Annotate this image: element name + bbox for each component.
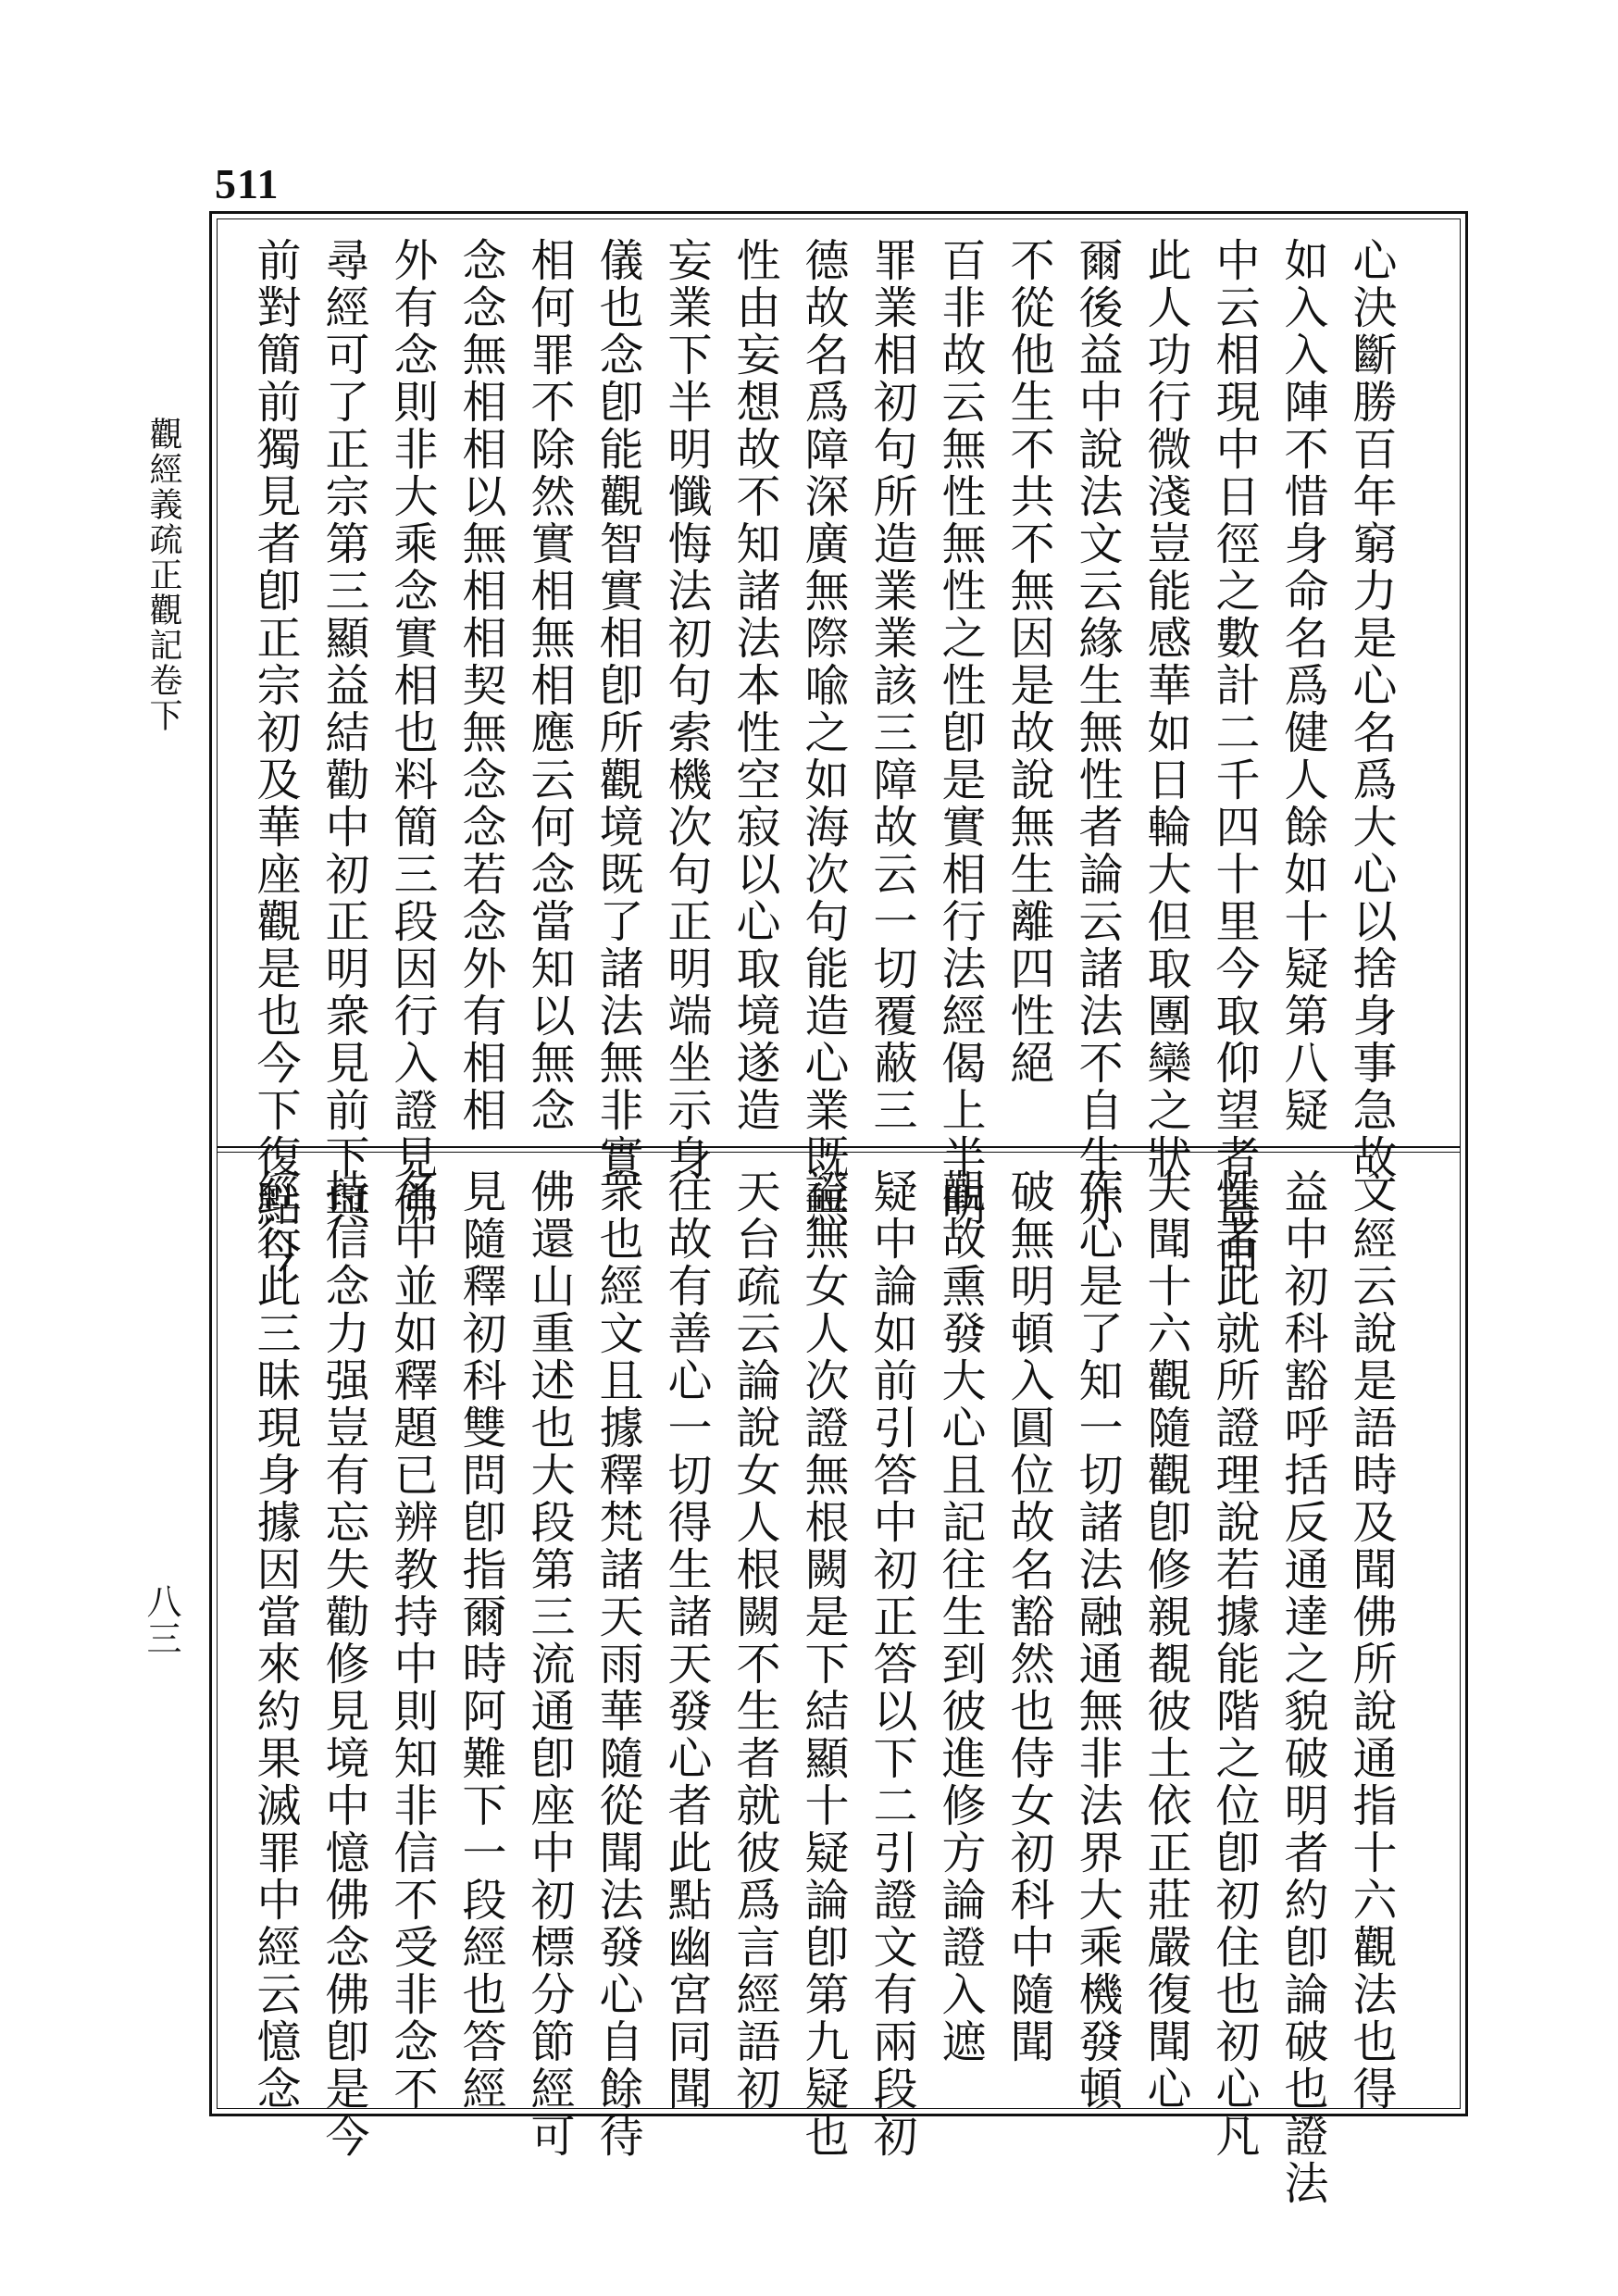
lower-column-7: 觀故熏發大心且記往生到彼進修方論證入遮 [934,1168,986,2065]
lower-column-17: 經行此三昧現身據因當來約果滅罪中經云憶念 [249,1168,301,2113]
margin-folio-number: 八三 [141,1583,181,1657]
lower-column-3: 性者此就所證理說若據能階之位卽初住也初心凡 [1208,1168,1260,2160]
upper-column-3: 中云相現中日徑之數計二千四十里今取仰望者蓋由 [1208,237,1260,1276]
upper-column-14: 念念無相相以無相相契無念念若念外有相相 [454,237,506,1134]
margin-book-title: 觀經義疏正觀記卷下 [144,417,182,733]
lower-column-6: 破無明頓入圓位故名豁然也侍女初科中隨聞 [1002,1168,1054,2065]
lower-column-9: 證無女人次證無根闕是下結顯十疑論卽第九疑也 [797,1168,849,2160]
page-number: 511 [215,160,280,207]
lower-column-16: 持信念力强豈有忘失勸修見境中憶佛念佛卽是今 [317,1168,369,2160]
upper-column-12: 儀也念卽能觀智實相卽所觀境既了諸法無非實 [591,237,643,1181]
lower-column-8: 疑中論如前引答中初正答以下二引證文有兩段初 [865,1168,917,2160]
lower-column-1: 文經云說是語時及聞佛所說通指十六觀法也得 [1345,1168,1397,2113]
upper-column-16: 尋經可了正宗第三顯益結勸中初正明衆見前下與 [317,237,369,1229]
upper-column-11: 妄業下半明懺悔法初句索機次句正明端坐示身 [660,237,712,1181]
upper-column-5: 爾後益中說法文云緣生無性者論云諸法不自生亦 [1071,237,1123,1229]
lower-column-2: 益中初科豁呼括反通達之貌破明者約卽論破也證法 [1276,1168,1328,2207]
upper-column-9: 德故名爲障深廣無際喩之如海次句能造心業既無 [797,237,849,1229]
upper-column-17: 前對簡前獨見者卽正宗初及華座觀是也今下復點今 [249,237,301,1276]
upper-column-1: 心決斷勝百年窮力是心名爲大心以捨身事急故 [1345,237,1397,1181]
lower-column-12: 衆也經文且據釋梵諸天雨華隨從聞法發心自餘待 [591,1168,643,2160]
upper-column-8: 罪業相初句所造業業該三障故云一切覆蔽三 [865,237,917,1134]
lower-column-11: 往故有善心一切得生諸天發心者此點幽宮同聞 [660,1168,712,2113]
lower-column-5: 作心是了知一切諸法融通無非法界大乘機發頓 [1071,1168,1123,2113]
upper-column-13: 相何罪不除然實相無相應云何念當知以無念 [523,237,575,1134]
lower-column-4: 夫聞十六觀隨觀卽修親覩彼土依正莊嚴復聞心 [1139,1168,1191,2113]
lower-column-15: 名中並如釋題已辨教持中則知非信不受非念不 [386,1168,438,2113]
upper-column-6: 不從他生不共不無因是故說無生離四性絕 [1002,237,1054,1087]
lower-column-10: 天台疏云論說女人根闕不生者就彼爲言經語初 [728,1168,780,2113]
upper-column-7: 百非故云無性無性之性卽是實相行法經偈上半明 [934,237,986,1229]
upper-column-15: 外有念則非大乘念實相也料簡三段因行入證見佛 [386,237,438,1229]
upper-column-10: 性由妄想故不知諸法本性空寂以心取境遂造 [728,237,780,1134]
upper-column-2: 如入入陣不惜身命名爲健人餘如十疑第八疑 [1276,237,1328,1134]
upper-column-4: 此人功行微淺豈能感華如日輪大但取團欒之狀 [1139,237,1191,1181]
lower-column-13: 佛還山重述也大段第三流通卽座中初標分節經可 [523,1168,575,2160]
lower-column-14: 見隨釋初科雙問卽指爾時阿難下一段經也答經 [454,1168,506,2113]
